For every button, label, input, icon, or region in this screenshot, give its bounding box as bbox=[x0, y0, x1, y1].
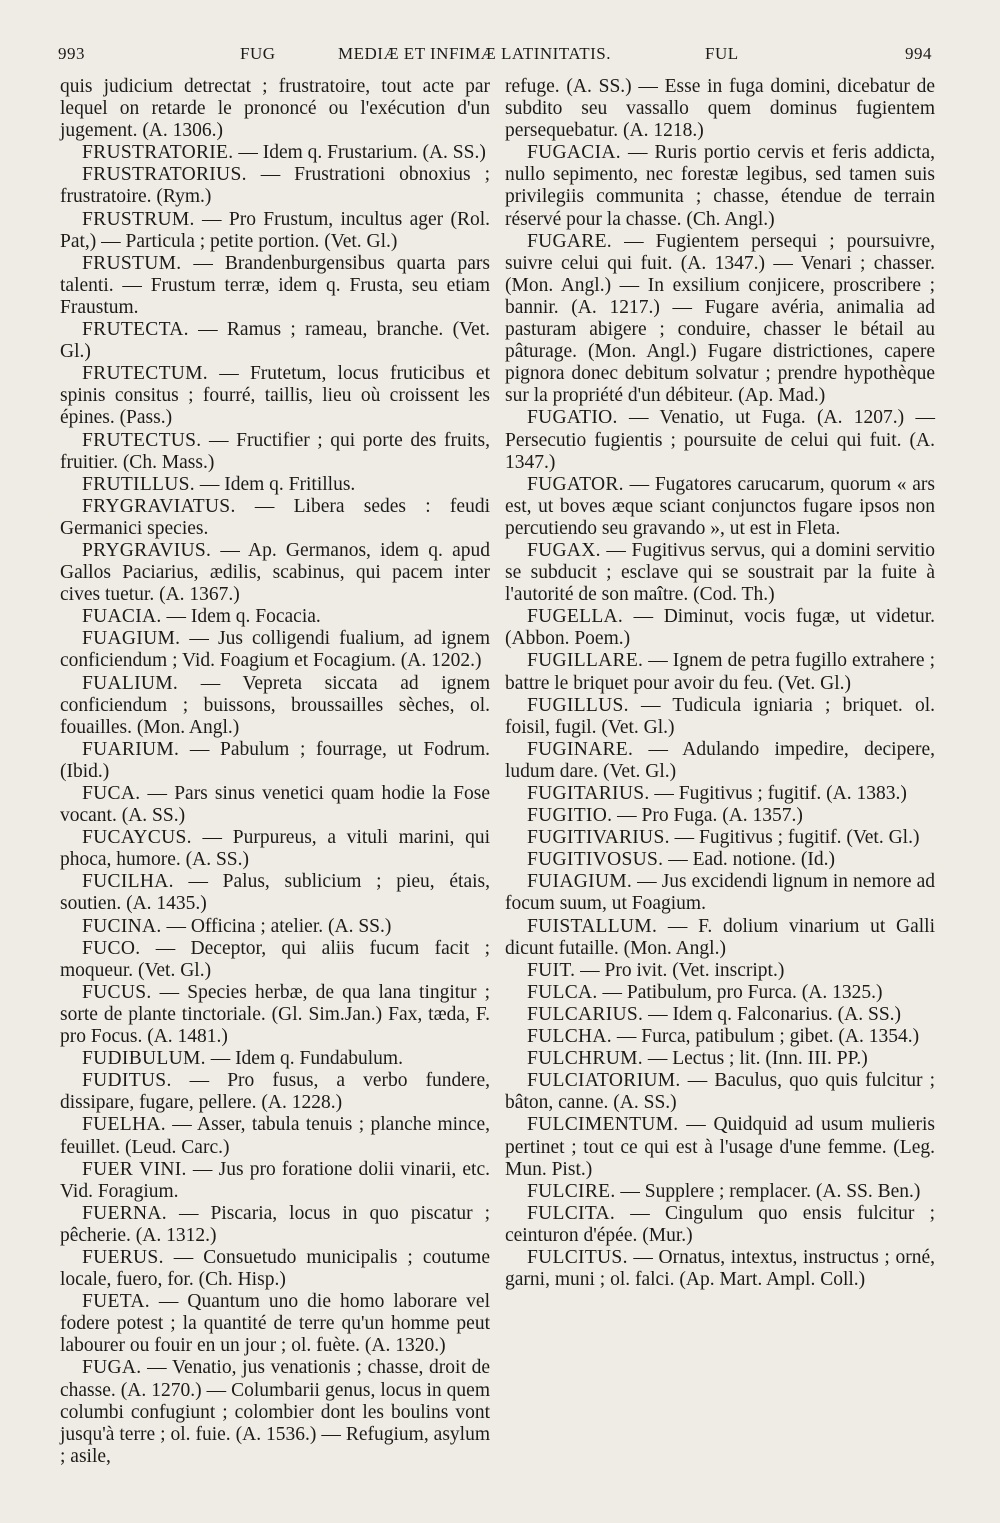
running-head bbox=[58, 44, 932, 68]
dictionary-entry bbox=[505, 1048, 935, 1070]
headword: FUARIUM. bbox=[82, 738, 180, 760]
dictionary-entry bbox=[505, 849, 935, 871]
entry-definition: — Ramus ; rameau, branche. (Vet. Gl.) bbox=[60, 319, 490, 363]
headword: FRUTECTUM. bbox=[82, 363, 208, 385]
headword: FUGITIVOSUS. bbox=[527, 849, 664, 871]
dictionary-entry bbox=[60, 673, 490, 739]
headword: FUISTALLUM. bbox=[527, 915, 658, 937]
headword: FUGACIA. bbox=[527, 142, 621, 164]
headword: FUGAX. bbox=[527, 539, 601, 561]
entry-definition: — Frutetum, locus fruticibus et spinis consitus ; fourré, taillis, lieu où croissent les épines. (Pass.) bbox=[60, 363, 490, 429]
dictionary-entry bbox=[505, 407, 935, 473]
entry-definition: — Fugitivus ; fugitif. (A. 1383.) bbox=[649, 783, 907, 804]
dictionary-entry bbox=[505, 916, 935, 960]
entry-definition: — Venatio, ut Fuga. (A. 1207.) — Persecutio fugientis ; poursuite de celui qui fuit. (A. 1347.) bbox=[505, 407, 935, 473]
entry-definition: — Quidquid ad usum mulieris pertinet ; tout ce qui est à l'usage d'une femme. (Leg. Mun. Pist.) bbox=[505, 1114, 935, 1180]
dictionary-entry bbox=[505, 1026, 935, 1048]
entry-definition: — Idem q. Frustarium. (A. SS.) bbox=[233, 142, 486, 164]
right-page-number: 994 bbox=[905, 44, 932, 63]
dictionary-entry bbox=[60, 76, 490, 142]
left-guide-word: FUG bbox=[240, 44, 276, 63]
dictionary-entry bbox=[60, 1048, 490, 1070]
entry-definition: — Jus excidendi lignum in nemore ad focum suum, ut Foagium. bbox=[505, 871, 935, 915]
entry-definition: — Fugatores carucarum, quorum « ars est, ut boves æque sciant conjunctos fugare ipsos non percutiendo seu gravando », ut est in Fleta. bbox=[505, 473, 935, 539]
headword: FULCA. bbox=[527, 981, 598, 1003]
headword: FUIAGIUM. bbox=[527, 871, 633, 893]
dictionary-entry bbox=[60, 253, 490, 319]
dictionary-entry bbox=[60, 1357, 490, 1467]
entry-definition: — Consuetudo municipalis ; coutume locale, fuero, for. (Ch. Hisp.) bbox=[60, 1246, 490, 1291]
dictionary-entry bbox=[60, 1291, 490, 1357]
dictionary-entry bbox=[505, 1203, 935, 1247]
entry-definition: quis judicium detrectat ; frustratoire, tout acte par lequel on retarde le prononcé ou l'exécution d'un jugement. (A. 1306.) bbox=[60, 76, 490, 142]
headword: FUALIUM. bbox=[82, 672, 179, 694]
headword: FRYGRAVIATUS. bbox=[82, 495, 236, 517]
dictionary-entry bbox=[505, 783, 935, 805]
dictionary-entry bbox=[60, 430, 490, 474]
entry-definition: — Quantum uno die homo laborare vel fodere potest ; la quantité de terre qu'un homme peut labourer ou fouir en un jour ; ol. fuète. (A. 1320.) bbox=[60, 1291, 490, 1357]
dictionary-entry bbox=[505, 1181, 935, 1203]
entry-definition: — Pars sinus venetici quam hodie la Fose vocant. (A. SS.) bbox=[60, 783, 490, 827]
dictionary-entry bbox=[505, 982, 935, 1004]
entry-definition: — F. dolium vinarium ut Galli dicunt futaille. (Mon. Angl.) bbox=[505, 915, 935, 959]
dictionary-entry bbox=[60, 606, 490, 628]
headword: PRYGRAVIUS. bbox=[82, 539, 212, 561]
dictionary-entry bbox=[505, 739, 935, 783]
headword: FUELHA. bbox=[82, 1114, 166, 1136]
entry-definition: — Idem q. Fritillus. bbox=[194, 473, 356, 495]
entry-definition: — Ruris portio cervis et feris addicta, nullo sepimento, nec forestæ legibus, sed tamen suis privilegiis communita ; chasse, étendue de terrain réservé pour la chasse. (Ch. Angl.) bbox=[505, 142, 935, 230]
headword: FUGITARIUS. bbox=[527, 783, 650, 804]
entry-definition: — Lectus ; lit. (Inn. III. PP.) bbox=[642, 1048, 868, 1070]
entry-definition: — Palus, sublicium ; pieu, étais, soutien. (A. 1435.) bbox=[60, 871, 490, 915]
dictionary-entry bbox=[60, 783, 490, 827]
entry-definition: — Jus pro foratione dolii vinarii, etc. Vid. Foragium. bbox=[60, 1158, 490, 1202]
dictionary-entry bbox=[505, 805, 935, 827]
dictionary-entry bbox=[505, 695, 935, 739]
dictionary-entry bbox=[505, 142, 935, 230]
dictionary-entry bbox=[505, 960, 935, 982]
dictionary-entry bbox=[505, 1247, 935, 1291]
right-column bbox=[505, 76, 935, 1291]
entry-definition: — Supplere ; remplacer. (A. SS. Ben.) bbox=[615, 1180, 921, 1202]
headword: FULCIRE. bbox=[527, 1180, 616, 1202]
entry-definition: — Baculus, quo quis fulcitur ; bâton, canne. (A. SS.) bbox=[505, 1070, 935, 1114]
entry-definition: — Pro ivit. (Vet. inscript.) bbox=[575, 959, 785, 981]
dictionary-entry bbox=[505, 827, 935, 849]
dictionary-entry bbox=[505, 871, 935, 915]
dictionary-entry bbox=[60, 319, 490, 363]
entry-definition: — Fructifier ; qui porte des fruits, fruitier. (Ch. Mass.) bbox=[60, 429, 490, 473]
entry-definition: — Patibulum, pro Furca. (A. 1325.) bbox=[597, 981, 883, 1003]
entry-definition: — Fugientem persequi ; poursuivre, suivre celui qui fuit. (A. 1347.) — Venari ; chasser. (Mon. Angl.) — In exsilium conjicere, proscribere ; bannir. (A. 1217.) — Fugare avéria, animalia ad pasturam abigere ; conduire, chasser le bétail au pâturage. (Mon. Angl.) Fugare districtiones, capere pignora donec debitum solvatur ; prendre hypothèque sur la propriété d'un débiteur. (Ap. Mad.) bbox=[505, 230, 935, 407]
entry-definition: — Pro Frustum, incultus ager (Rol. Pat,) — Particula ; petite portion. (Vet. Gl.) bbox=[60, 208, 490, 252]
headword: FRUTILLUS. bbox=[82, 473, 195, 495]
running-title: MEDIÆ ET INFIMÆ LATINITATIS. bbox=[338, 44, 611, 63]
entry-definition: — Venatio, jus venationis ; chasse, droit de chasse. (A. 1270.) — Columbarii genus, locus in quem columbi confugiunt ; colombier dont les boulins vont jusqu'à terre ; ol. fuie. (A. 1536.) — Refugium, asylum ; asile, bbox=[60, 1357, 490, 1467]
headword: FUCO. bbox=[82, 937, 141, 959]
dictionary-entry bbox=[60, 982, 490, 1048]
headword: FUER VINI. bbox=[82, 1158, 187, 1180]
headword: FRUSTUM. bbox=[82, 252, 182, 274]
entry-definition: — Asser, tabula tenuis ; planche mince, feuillet. (Leud. Carc.) bbox=[60, 1114, 490, 1158]
headword: FUACIA. bbox=[82, 606, 162, 628]
headword: FULCITUS. bbox=[527, 1246, 628, 1268]
left-column bbox=[60, 76, 490, 1468]
headword: FUGINARE. bbox=[527, 738, 634, 760]
entry-definition: — Idem q. Fundabulum. bbox=[205, 1048, 403, 1070]
dictionary-entry bbox=[60, 1247, 490, 1291]
headword: FUETA. bbox=[82, 1291, 150, 1313]
entry-definition: — Fugitivus ; fugitif. (Vet. Gl.) bbox=[669, 827, 920, 849]
dictionary-entry bbox=[505, 1004, 935, 1026]
headword: FRUTECTA. bbox=[82, 319, 189, 341]
headword: FULCIATORIUM. bbox=[527, 1070, 681, 1092]
entry-definition: — Ornatus, intextus, instructus ; orné, garni, muni ; ol. falci. (Ap. Mart. Ampl. Coll.) bbox=[505, 1246, 935, 1291]
entry-definition: — Idem q. Falconarius. (A. SS.) bbox=[643, 1003, 902, 1025]
entry-definition: — Pabulum ; fourrage, ut Fodrum. (Ibid.) bbox=[60, 738, 490, 782]
dictionary-entry bbox=[60, 628, 490, 672]
entry-definition: — Piscaria, locus in quo piscatur ; pêcherie. (A. 1312.) bbox=[60, 1202, 490, 1246]
headword: FUGATIO. bbox=[527, 407, 618, 429]
headword: FUERUS. bbox=[82, 1246, 164, 1268]
headword: FUGELLA. bbox=[527, 606, 624, 628]
dictionary-entry bbox=[60, 496, 490, 540]
headword: FUGILLARE. bbox=[527, 650, 644, 672]
entry-definition: — Vepreta siccata ad ignem conficiendum ; buissons, broussailles sèches, ol. fouailles. (Mon. Angl.) bbox=[60, 672, 490, 738]
headword: FULCHA. bbox=[527, 1026, 612, 1048]
headword: FRUSTRUM. bbox=[82, 208, 195, 230]
headword: FUGA. bbox=[82, 1357, 142, 1379]
dictionary-entry bbox=[60, 938, 490, 982]
headword: FUGITIVARIUS. bbox=[527, 827, 670, 849]
dictionary-entry bbox=[60, 540, 490, 606]
headword: FUDITUS. bbox=[82, 1070, 172, 1092]
right-guide-word: FUL bbox=[705, 44, 739, 63]
entry-definition: — Deceptor, qui aliis fucum facit ; moqueur. (Vet. Gl.) bbox=[60, 937, 490, 981]
dictionary-entry bbox=[60, 916, 490, 938]
left-page-number: 993 bbox=[58, 44, 85, 63]
headword: FRUSTRATORIUS. bbox=[82, 164, 247, 186]
dictionary-entry bbox=[505, 1070, 935, 1114]
entry-definition: — Brandenburgensibus quarta pars talenti. — Frustum terræ, idem q. Frusta, seu etiam Fraustum. bbox=[60, 252, 490, 318]
dictionary-entry bbox=[60, 164, 490, 208]
dictionary-entry bbox=[60, 871, 490, 915]
headword: FRUTECTUS. bbox=[82, 429, 202, 451]
entry-definition: — Furca, patibulum ; gibet. (A. 1354.) bbox=[612, 1026, 920, 1048]
entry-definition: — Pro Fuga. (A. 1357.) bbox=[612, 805, 803, 827]
dictionary-entry bbox=[505, 650, 935, 694]
dictionary-entry bbox=[60, 209, 490, 253]
entry-definition: — Ead. notione. (Id.) bbox=[663, 849, 835, 871]
dictionary-entry bbox=[505, 540, 935, 606]
dictionary-entry bbox=[60, 1114, 490, 1158]
entry-definition: — Ignem de petra fugillo extrahere ; battre le briquet pour avoir du feu. (Vet. Gl.) bbox=[505, 650, 935, 694]
dictionary-entry bbox=[505, 606, 935, 650]
headword: FUCA. bbox=[82, 783, 141, 804]
dictionary-entry bbox=[505, 474, 935, 540]
dictionary-entry bbox=[60, 827, 490, 871]
entry-definition: — Cingulum quo ensis fulcitur ; ceinturon d'épée. (Mur.) bbox=[505, 1202, 935, 1246]
headword: FULCIMENTUM. bbox=[527, 1114, 679, 1136]
entry-definition: — Libera sedes : feudi Germanici species. bbox=[60, 495, 490, 539]
headword: FUCUS. bbox=[82, 981, 152, 1003]
entry-definition: — Officina ; atelier. (A. SS.) bbox=[161, 915, 392, 937]
headword: FUGILLUS. bbox=[527, 694, 629, 716]
headword: FUCILHA. bbox=[82, 871, 174, 893]
dictionary-entry bbox=[505, 1114, 935, 1180]
headword: FULCARIUS. bbox=[527, 1003, 644, 1025]
dictionary-entry bbox=[60, 1159, 490, 1203]
headword: FUGATOR. bbox=[527, 473, 624, 495]
dictionary-entry bbox=[60, 739, 490, 783]
headword: FUGITIO. bbox=[527, 805, 613, 827]
entry-definition: — Ap. Germanos, idem q. apud Gallos Paciarius, ædilis, scabinus, qui pacem inter cives tuetur. (A. 1367.) bbox=[60, 539, 490, 606]
headword: FULCITA. bbox=[527, 1202, 616, 1224]
dictionary-entry bbox=[505, 76, 935, 142]
headword: FUCINA. bbox=[82, 915, 162, 937]
headword: FULCHRUM. bbox=[527, 1048, 643, 1070]
entry-definition: — Tudicula igniaria ; briquet. ol. foisil, fugil. (Vet. Gl.) bbox=[505, 694, 935, 738]
entry-definition: — Adulando impedire, decipere, ludum dare. (Vet. Gl.) bbox=[505, 738, 935, 782]
headword: FUERNA. bbox=[82, 1202, 167, 1224]
headword: FRUSTRATORIE. bbox=[82, 142, 234, 164]
headword: FUGARE. bbox=[527, 230, 612, 252]
dictionary-entry bbox=[60, 474, 490, 496]
dictionary-entry bbox=[505, 231, 935, 408]
dictionary-entry bbox=[60, 142, 490, 164]
entry-definition: — Pro fusus, a verbo fundere, dissipare, fugare, pellere. (A. 1228.) bbox=[60, 1070, 490, 1114]
entry-definition: — Frustrationi obnoxius ; frustratoire. (Rym.) bbox=[60, 164, 490, 208]
entry-definition: — Idem q. Focacia. bbox=[161, 606, 321, 628]
entry-definition: — Purpureus, a vituli marini, qui phoca, humore. (A. SS.) bbox=[60, 827, 490, 871]
headword: FUIT. bbox=[527, 959, 576, 981]
entry-definition: refuge. (A. SS.) — Esse in fuga domini, dicebatur de subdito seu vassallo quem dominus fugientem persequebatur. (A. 1218.) bbox=[505, 76, 935, 142]
headword: FUAGIUM. bbox=[82, 628, 181, 650]
dictionary-entry bbox=[60, 1070, 490, 1114]
dictionary-entry bbox=[60, 1203, 490, 1247]
dictionary-entry bbox=[60, 363, 490, 429]
entry-definition: — Diminut, vocis fugæ, ut videtur. (Abbon. Poem.) bbox=[505, 606, 935, 650]
headword: FUDIBULUM. bbox=[82, 1048, 206, 1070]
entry-definition: — Species herbæ, de qua lana tingitur ; sorte de plante tinctoriale. (Gl. Sim.Jan.) Fax, tæda, F. pro Focus. (A. 1481.) bbox=[60, 981, 490, 1048]
entry-definition: — Fugitivus servus, qui a domini servitio se subducit ; esclave qui se soustrait par la fuite à l'autorité de son maître. (Cod. Th.) bbox=[505, 539, 935, 606]
entry-definition: — Jus colligendi fualium, ad ignem conficiendum ; Vid. Foagium et Focagium. (A. 1202.) bbox=[60, 628, 490, 672]
headword: FUCAYCUS. bbox=[82, 827, 192, 849]
